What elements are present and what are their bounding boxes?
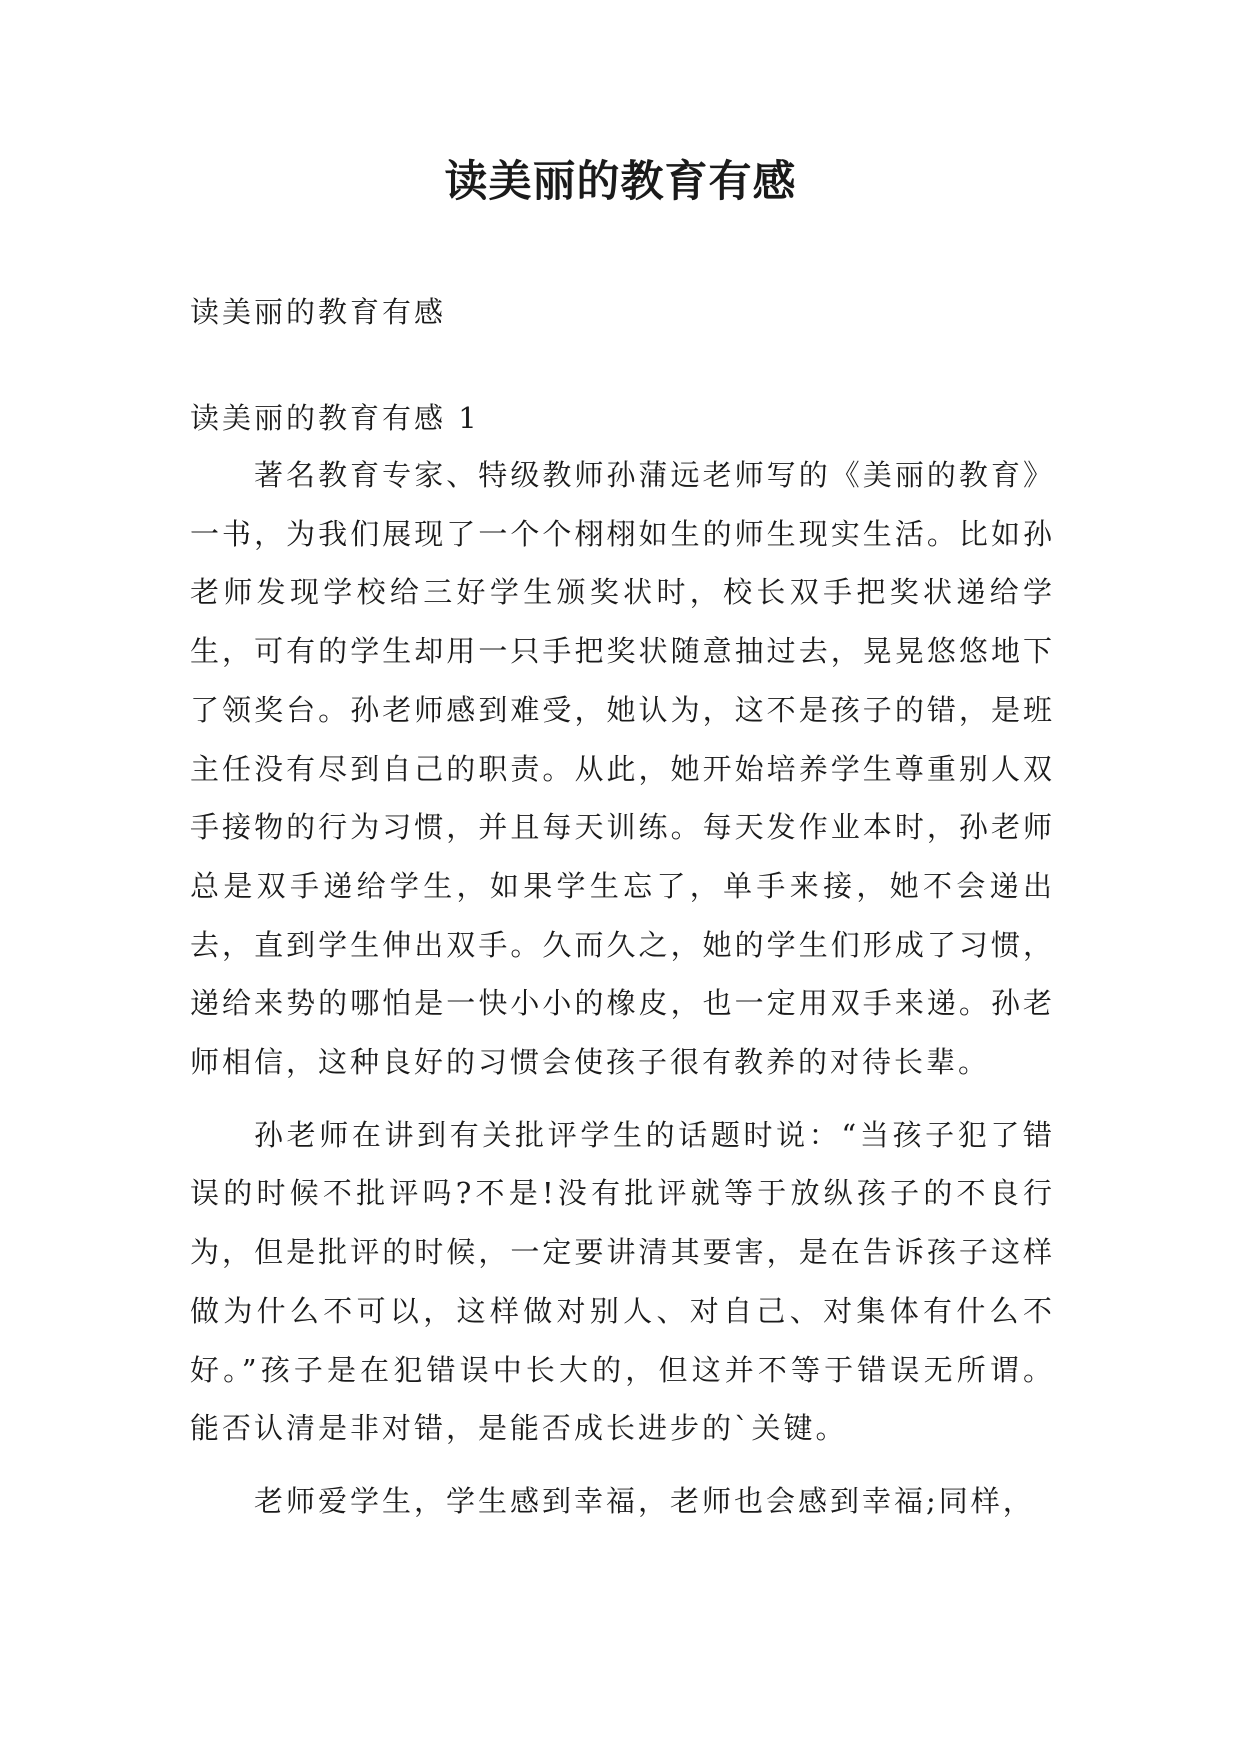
paragraph-2: 孙老师在讲到有关批评学生的话题时说：“当孩子犯了错误的时候不批评吗?不是!没有批评就等于放纵孩子的不良行为，但是批评的时候，一定要讲清其要害，是在告诉孩子这样做为什么不可以，这样做对别人、对自己、对集体有什么不好。”孩子是在犯错误中长大的，但这并不等于错误无所谓。能否认清是非对错，是能否成长进步的`关键。 <box>190 1117 1055 1446</box>
section-heading: 读美丽的教育有感 1 <box>190 401 480 435</box>
paragraph-3: 老师爱学生，学生感到幸福，老师也会感到幸福;同样， <box>254 1483 1035 1518</box>
paragraph-1: 著名教育专家、特级教师孙蒲远老师写的《美丽的教育》一书，为我们展现了一个个栩栩如生的师生现实生活。比如孙老师发现学校给三好学生颁奖状时，校长双手把奖状递给学生，可有的学生却用一只手把奖状随意抽过去，晃晃悠悠地下了领奖台。孙老师感到难受，她认为，这不是孩子的错，是班主任没有尽到自己的职责。从此，她开始培养学生尊重别人双手接物的行为习惯，并且每天训练。每天发作业本时，孙老师总是双手递给学生，如果学生忘了，单手来接，她不会递出去，直到学生伸出双手。久而久之，她的学生们形成了习惯，递给来势的哪怕是一快小小的橡皮，也一定用双手来递。孙老师相信，这种良好的习惯会使孩子很有教养的对待长辈。 <box>190 458 1055 1080</box>
document-subtitle: 读美丽的教育有感 <box>190 295 447 329</box>
document-body <box>190 292 1055 1531</box>
document-title: 读美丽的教育有感 <box>444 157 797 207</box>
